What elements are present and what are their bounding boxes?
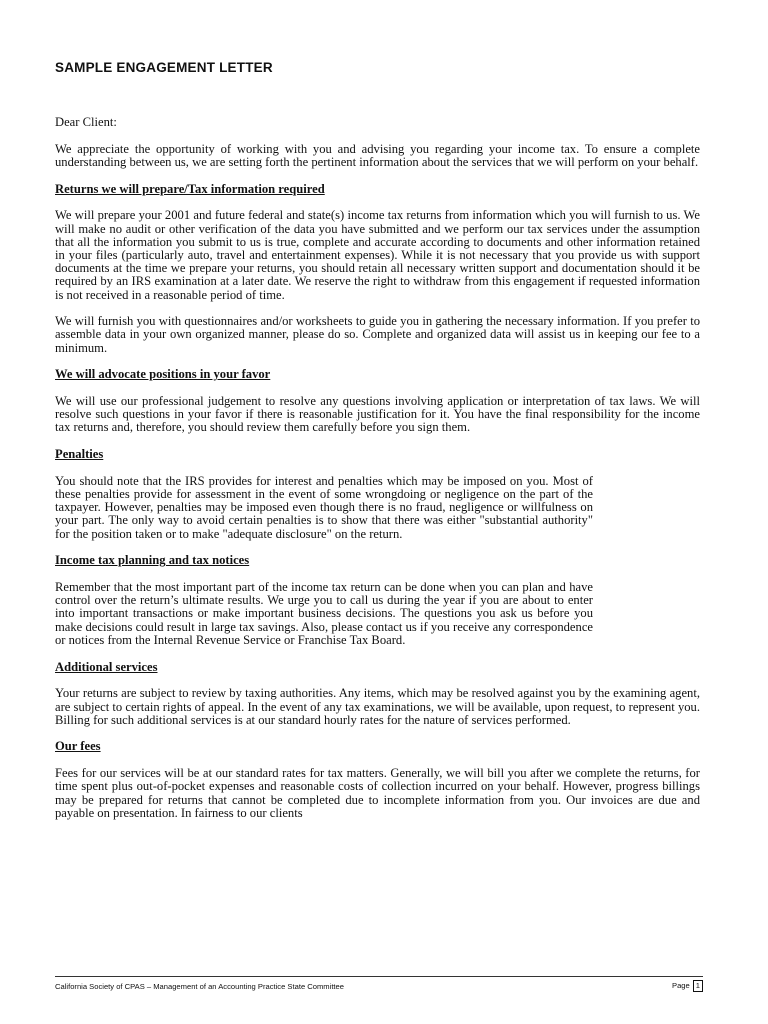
section-paragraph: Your returns are subject to review by taxing authorities. Any items, which may be resolved against you by the examining agent, are subject to certain rights of appeal. In the event of any tax examinations, we will be available, upon request, to represent you. Billing for such additional services is at our standard hourly rates for the nature of services performed. — [55, 686, 700, 727]
section-paragraph: Remember that the most important part of the income tax return can be done when you can plan and have control over the return’s ultimate results. We urge you to call us during the year if you are about to enter into important transactions or make important business decisions. The questions you ask us before you make decisions could result in large tax savings. Also, please contact us if you receive any correspondence or notices from the Internal Revenue Service or Franchise Tax Board. — [55, 580, 593, 647]
section-paragraph: We will furnish you with questionnaires and/or worksheets to guide you in gathering the necessary information. If you prefer to assemble data in your own organized manner, please do so. Complete and organized data will assist us in keeping our fee to a minimum. — [55, 314, 700, 355]
section-paragraph: We will prepare your 2001 and future federal and state(s) income tax returns from information which you will furnish to us. We will make no audit or other verification of the data you have submitted and we perform our tax services under the assumption that all the information you submit to us is true, complete and accurate according to documents and other information retained in your files (particularly auto, travel and entertainment expenses). While it is not necessary that you provide us with support documents at the time we prepare your returns, you should retain all necessary written support and documentation should it be required by an IRS examination at a later date. We reserve the right to withdraw from this engagement if requested information is not received in a reasonable period of time. — [55, 208, 700, 302]
footer-divider — [55, 976, 703, 977]
section-heading-tax-planning: Income tax planning and tax notices — [55, 553, 250, 568]
page-footer — [55, 980, 703, 992]
section-heading-advocate: We will advocate positions in your favor — [55, 367, 271, 382]
section-heading-returns: Returns we will prepare/Tax information required — [55, 181, 325, 196]
section-heading-fees: Our fees — [55, 739, 101, 754]
section-paragraph: We will use our professional judgement to resolve any questions involving application or interpretation of tax laws. We will resolve such questions in your favor if there is reasonable justification for it. You have the final responsibility for the income tax returns and, therefore, you should review them carefully before you sign them. — [55, 394, 700, 435]
section-paragraph: You should note that the IRS provides for interest and penalties which may be imposed on you. Most of these penalties provide for assessment in the event of some wrongdoing or negligence on the part of the taxpayer. However, penalties may be imposed even though there is no fraud, negligence or willfulness on your part. The only way to avoid certain penalties is to show that there was either "substantial authority" for the position taken or to make "adequate disclosure" on the return. — [55, 473, 593, 541]
footer-organization: California Society of CPAS – Management of an Accounting Practice State Committee — [55, 981, 344, 991]
section-heading-penalties: Penalties — [55, 447, 104, 462]
page-number: 1 — [693, 980, 703, 992]
intro-paragraph: We appreciate the opportunity of working with you and advising you regarding your income tax. To ensure a complete understanding between us, we are setting forth the pertinent information about the services that we will perform on your behalf. — [55, 141, 700, 169]
document-title: SAMPLE ENGAGEMENT LETTER — [55, 60, 273, 75]
page-label: Page — [672, 981, 690, 990]
section-paragraph: Fees for our services will be at our standard rates for tax matters. Generally, we will bill you after we complete the returns, for time spent plus out-of-pocket expenses and reasonable costs of collection incurred on your behalf. However, progress billings may be prepared for returns that cannot be completed due to incomplete information from you. Our invoices are due and payable on presentation. In fairness to our clients — [55, 766, 700, 820]
page-indicator — [672, 980, 703, 992]
salutation: Dear Client: — [55, 115, 117, 129]
letter-body — [55, 116, 700, 833]
section-heading-additional-services: Additional services — [55, 659, 158, 674]
